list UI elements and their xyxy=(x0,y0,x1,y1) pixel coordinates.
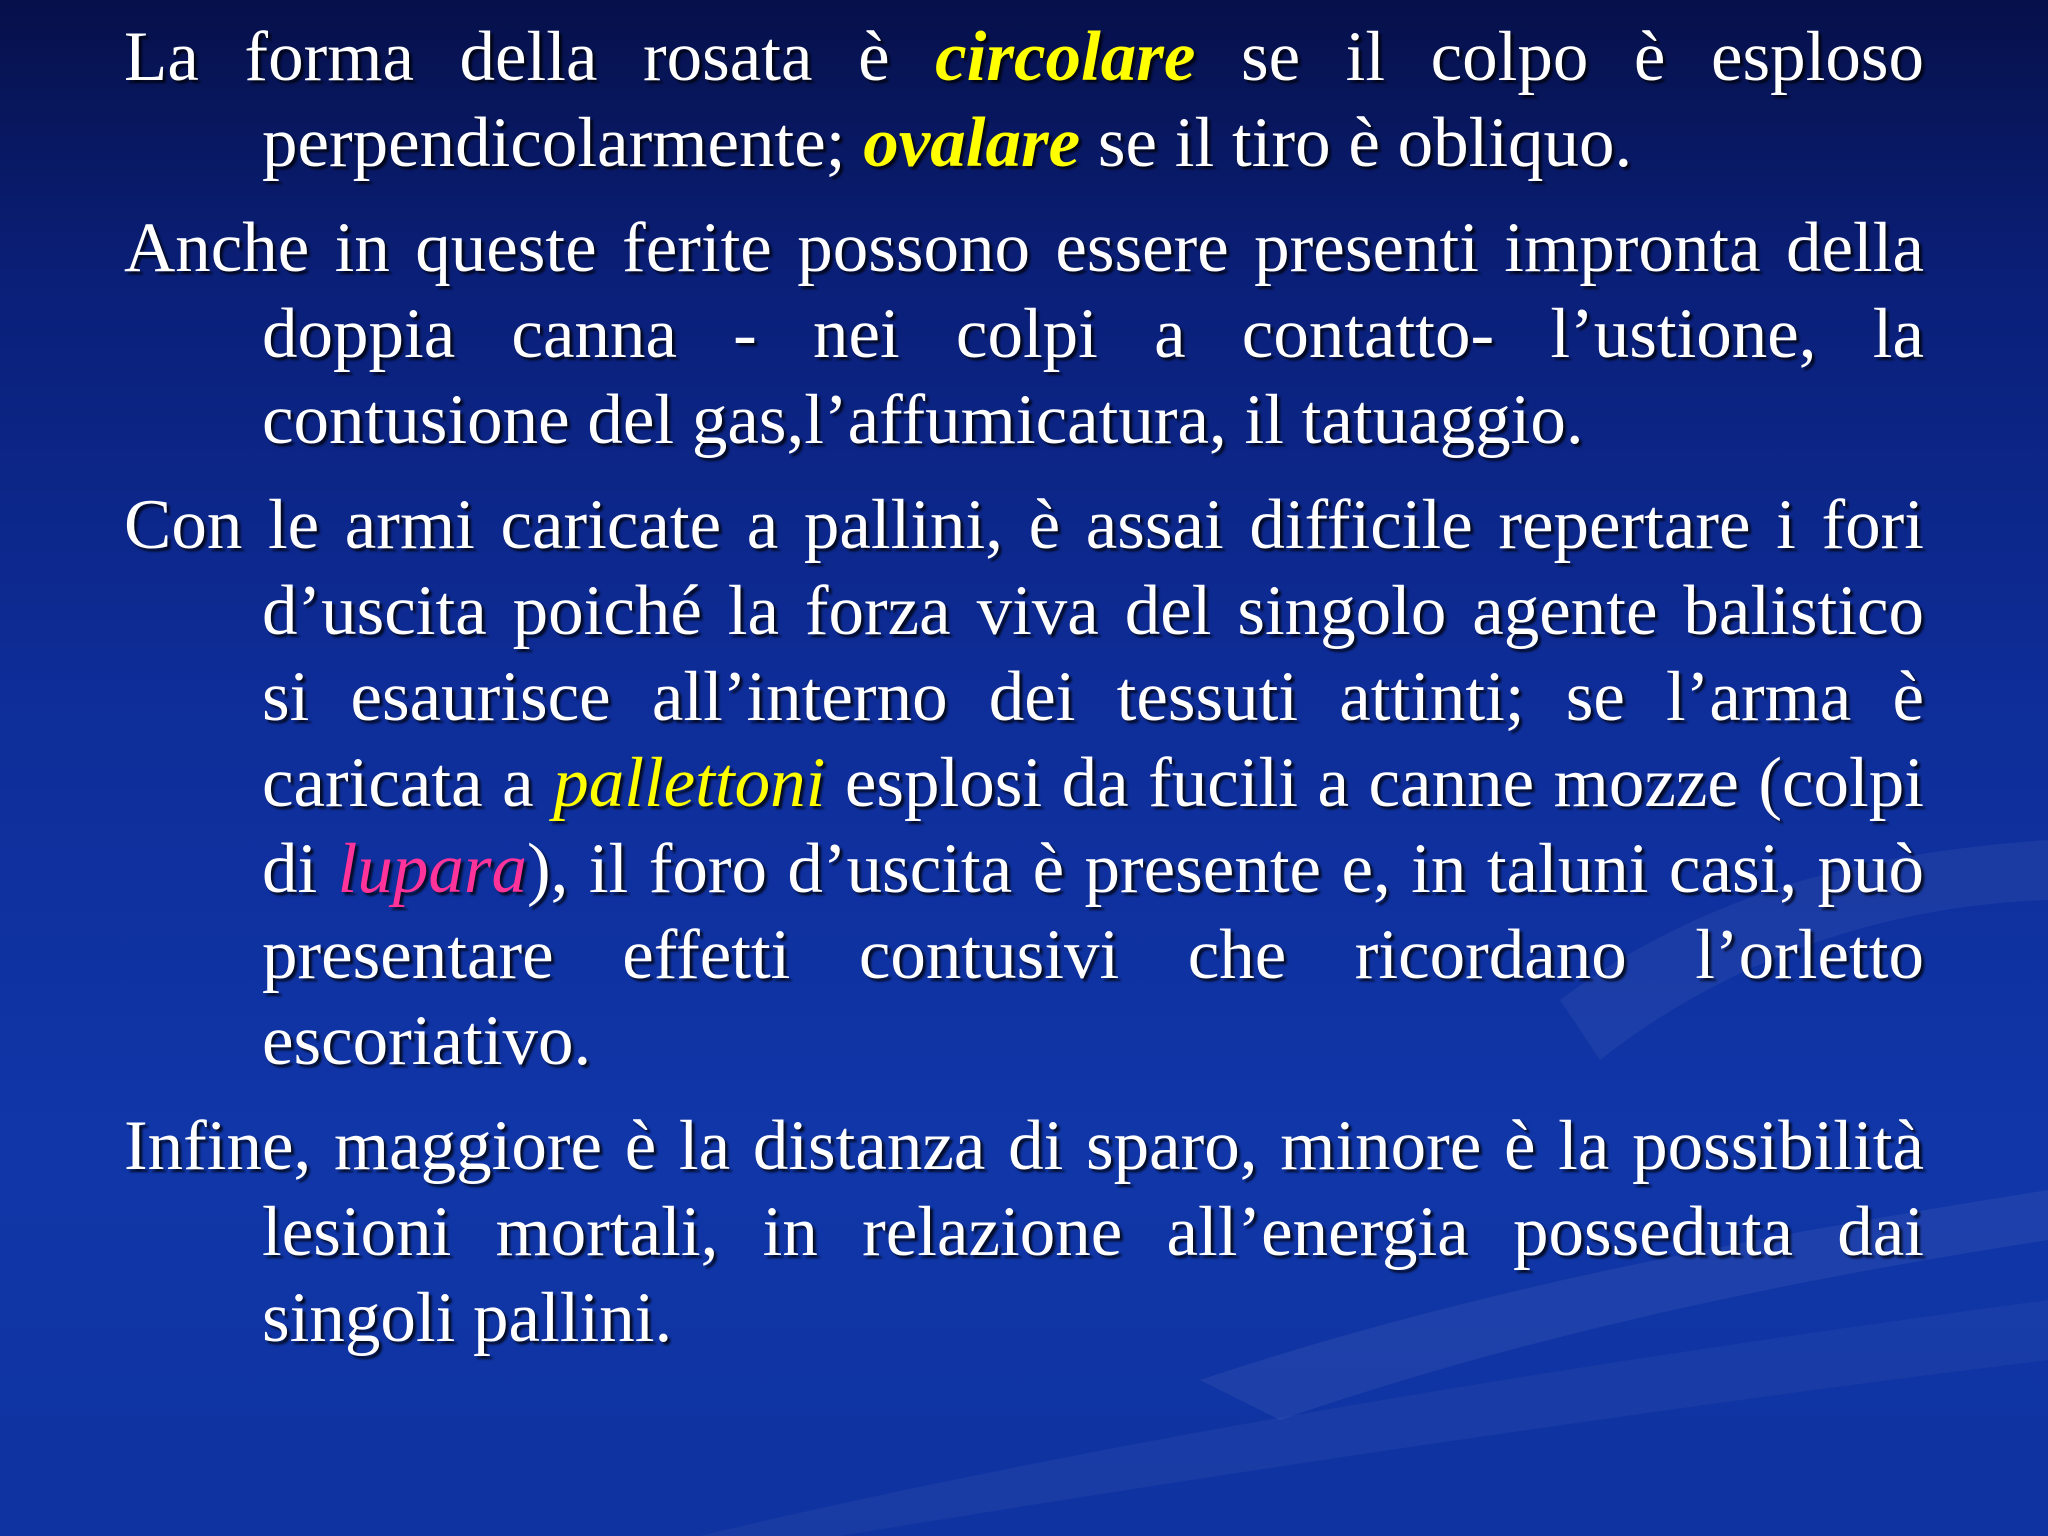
highlight-term-pallettoni: pallettoni xyxy=(553,744,826,822)
text-segment: se il tiro è obliquo. xyxy=(1080,104,1633,182)
highlight-term-ovalare: ovalare xyxy=(863,104,1081,182)
text-segment: se il colpo è esploso perpendicolarmente; xyxy=(262,18,1924,182)
paragraph-wound-features xyxy=(124,205,1924,463)
paragraph-rosata-shape xyxy=(124,14,1924,186)
text-segment: ), il foro d’uscita è presente e, in taluni casi, può presentare effetti contusivi che ricordano l’orletto escoriativo. xyxy=(262,830,1924,1080)
text-segment: esplosi da fucili a canne mozze (colpi di xyxy=(262,744,1924,908)
highlight-term-lupara: lupara xyxy=(337,830,528,908)
text-segment: Anche in queste ferite possono essere presenti impronta della doppia canna - nei colpi a contatto- l’ustione, la contusione del gas,l’affumicatura, il tatuaggio. xyxy=(124,209,1924,459)
text-segment: Infine, maggiore è la distanza di sparo, minore è la possibilità lesioni mortali, in relazione all’energia posseduta dai singoli pallini. xyxy=(124,1107,1924,1357)
paragraph-exit-holes xyxy=(124,482,1924,1084)
paragraph-shot-distance xyxy=(124,1103,1924,1361)
text-segment: La forma della rosata è xyxy=(124,18,936,96)
slide-body xyxy=(124,14,1924,1380)
text-segment: Con le armi caricate a pallini, è assai difficile repertare i fori d’uscita poiché la forza viva del singolo agente balistico si esaurisce all’interno dei tessuti attinti; se l’arma è caricata a xyxy=(124,486,1924,822)
highlight-term-circolare: circolare xyxy=(935,18,1196,96)
